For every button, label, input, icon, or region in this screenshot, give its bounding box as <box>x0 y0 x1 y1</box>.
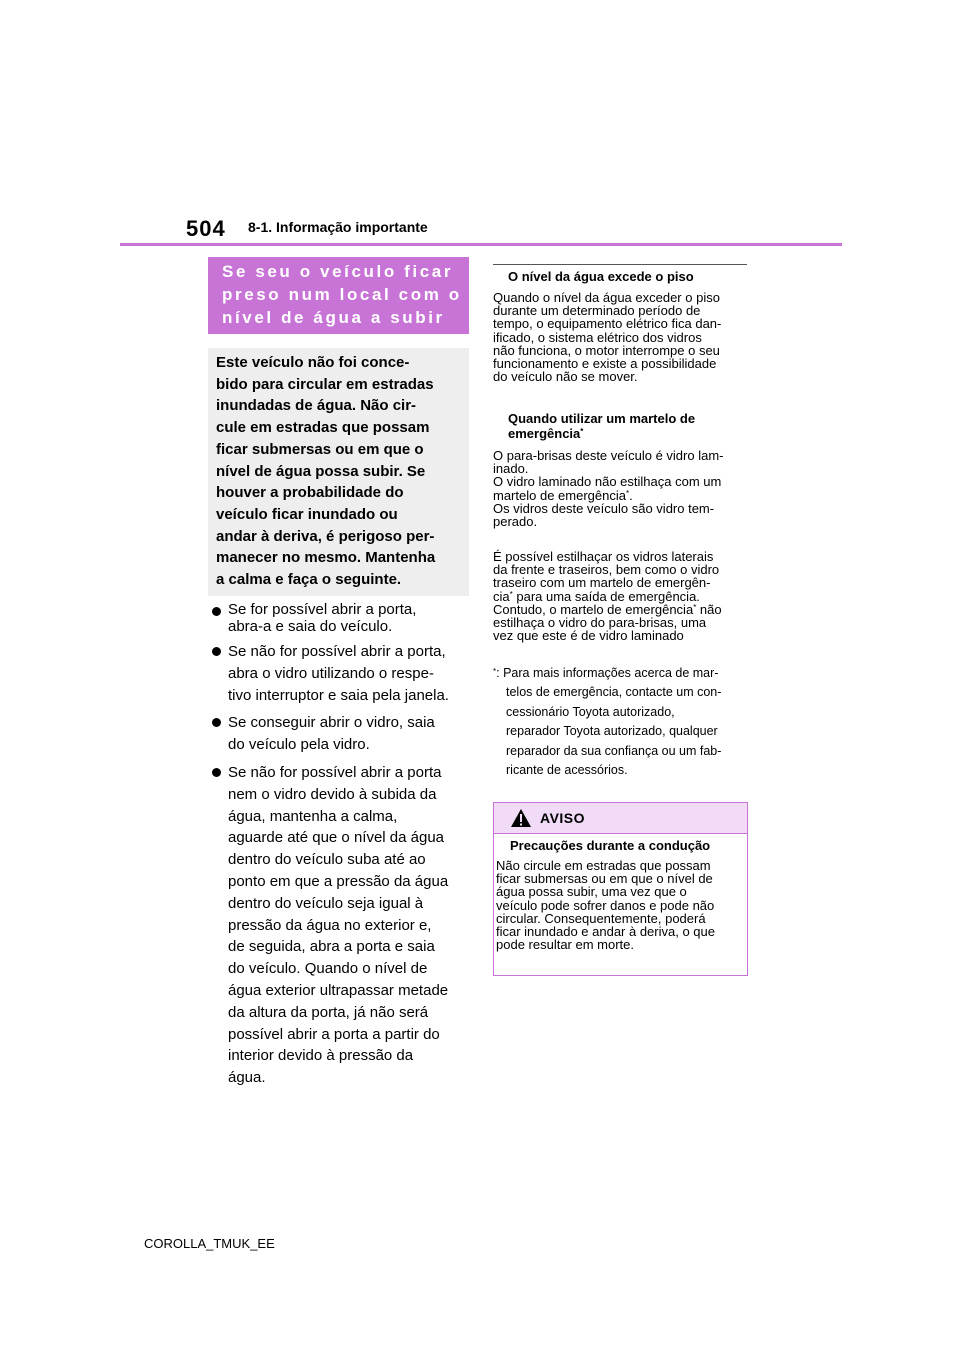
warning-line: água possa subir, uma vez que o <box>496 884 687 900</box>
side-window-paragraph <box>493 550 722 642</box>
paragraph-line: ificado, o sistema elétrico dos vidros <box>493 329 702 345</box>
hammer-heading <box>508 411 695 441</box>
bullet-icon <box>212 607 221 616</box>
column-divider <box>493 264 747 265</box>
list-item-line: abra-a e saia do veículo. <box>228 618 393 635</box>
page-number: 504 <box>186 216 226 241</box>
notice-line: nível de água possa subir. Se <box>216 462 426 480</box>
list-item-line: do veículo pela vidro. <box>228 736 370 754</box>
paragraph-line: funcionamento e existe a possibilidade <box>493 356 717 372</box>
warning-line: ficar inundado e andar à deriva, o que <box>496 924 715 940</box>
paragraph-line: durante um determinado período de <box>493 303 701 319</box>
list-item <box>210 641 472 706</box>
list-item <box>210 762 472 1089</box>
topic-title-line: nível de água a subir <box>222 308 445 327</box>
section-title: 8-1. Informação importante <box>248 219 428 235</box>
notice-line: houver a probabilidade do <box>216 484 404 502</box>
warning-line: ficar submersas ou em que o nível de <box>496 871 713 887</box>
notice-line: inundadas de água. Não cir- <box>216 397 417 415</box>
paragraph-line: vez que este é de vidro laminado <box>493 628 684 644</box>
list-item-line: Se não for possível abrir a porta <box>228 763 442 781</box>
topic-title-line: Se seu o veículo ficar <box>222 262 454 281</box>
warning-subtitle: Precauções durante a condução <box>510 838 711 853</box>
paragraph-line: para uma saída de emergência. <box>512 588 700 604</box>
warning-line: pode resultar em morte. <box>496 937 635 953</box>
heading-line: emergência <box>508 426 581 441</box>
footnote-line: reparador Toyota autorizado, qualquer <box>506 724 718 739</box>
paragraph-line: da frente e traseiros, bem como o vidro <box>493 562 720 578</box>
warning-triangle-icon <box>510 808 532 828</box>
list-item-line: ponto em que a pressão da água <box>228 872 449 890</box>
warning-divider <box>494 833 747 834</box>
list-item-line: de seguida, abra a porta e saia <box>228 938 435 956</box>
paragraph-line: do veículo não se mover. <box>493 369 638 385</box>
asterisk-mark: * <box>493 667 497 676</box>
topic-title-line: preso num local com o <box>222 285 462 304</box>
list-item-line: água exterior ultrapassar metade <box>228 981 449 999</box>
list-item-line: Se não for possível abrir a porta, <box>228 643 446 660</box>
paragraph-line: Quando o nível da água exceder o piso <box>493 290 720 305</box>
water-level-heading: O nível da água excede o piso <box>508 269 694 284</box>
laminated-glass-paragraph <box>493 449 723 528</box>
warning-title: AVISO <box>540 810 586 826</box>
asterisk-mark: * <box>580 427 584 436</box>
bullet-icon <box>212 718 221 727</box>
list-item-line: interior devido à pressão da <box>228 1047 414 1065</box>
footnote-line: reparador da sua confiança ou um fab- <box>506 743 722 758</box>
list-item-line: possível abrir a porta a partir do <box>228 1025 440 1043</box>
list-item-line: nem o vidro devido à subida da <box>228 785 437 803</box>
notice-line: ficar submersas ou em que o <box>216 440 424 458</box>
notice-line: bido para circular em estradas <box>216 375 434 393</box>
notice-line: a calma e faça o seguinte. <box>216 571 402 589</box>
paragraph-line: Os vidros deste veículo são vidro tem- <box>493 500 715 516</box>
paragraph-line: estilhaça o vidro do para-brisas, uma <box>493 615 707 631</box>
list-item <box>210 601 472 635</box>
footnote-line: Para mais informações acerca de mar- <box>503 666 719 680</box>
warning-header <box>494 803 747 833</box>
paragraph-line: martelo de emergência <box>493 487 626 503</box>
asterisk-mark: * <box>509 589 513 599</box>
warning-box <box>493 802 748 976</box>
paragraph-line: inado. <box>493 461 529 477</box>
list-item-line: Se conseguir abrir o vidro, saia <box>228 714 435 732</box>
paragraph-line: É possível estilhaçar os vidros laterais <box>493 549 714 564</box>
asterisk-mark: * <box>625 488 630 498</box>
notice-line: veículo ficar inundado ou <box>216 505 398 523</box>
notice-box <box>208 348 469 596</box>
paragraph-line-end: . <box>629 487 633 503</box>
list-item-line: aguarde até que o nível da água <box>228 829 445 847</box>
list-item-line: dentro do veículo suba até ao <box>228 851 426 869</box>
paragraph-line: Contudo, o martelo de emergência <box>493 601 694 617</box>
list-item-line: tivo interruptor e saia pela janela. <box>228 686 449 704</box>
list-item-line: água. <box>228 1069 266 1087</box>
warning-text <box>496 859 715 951</box>
footnote-line: ricante de acessórios. <box>506 763 628 778</box>
paragraph-line: não funciona, o motor interrompe o seu <box>493 342 720 358</box>
footnote-marker: : <box>496 666 500 680</box>
footnote <box>493 664 721 780</box>
paragraph-line: traseiro com um martelo de emergên- <box>493 575 711 591</box>
list-item-line: dentro do veículo seja igual à <box>228 894 424 912</box>
list-item-line: abra o vidro utilizando o respe- <box>228 664 434 682</box>
instruction-list <box>210 601 472 1095</box>
model-code: COROLLA_TMUK_EE <box>144 1236 275 1251</box>
list-item-line: pressão da água no exterior e, <box>228 916 432 934</box>
footnote-line: telos de emergência, contacte um con- <box>506 685 722 700</box>
paragraph-line: O vidro laminado não estilhaça com um <box>493 474 722 490</box>
heading-line: Quando utilizar um martelo de <box>508 411 696 426</box>
notice-line: manecer no mesmo. Mantenha <box>216 549 436 567</box>
paragraph-line: não <box>696 601 722 617</box>
list-item-line: água, mantenha a calma, <box>228 807 398 825</box>
warning-line: circular. Consequentemente, poderá <box>496 910 706 926</box>
water-level-paragraph <box>493 291 721 383</box>
paragraph-line: cia <box>493 588 510 604</box>
bullet-icon <box>212 647 221 656</box>
paragraph-line: tempo, o equipamento elétrico fica dan- <box>493 316 722 332</box>
list-item <box>210 712 472 756</box>
list-item-line: da altura da porta, já não será <box>228 1003 429 1021</box>
header-divider <box>120 243 842 246</box>
notice-line: andar à deriva, é perigoso per- <box>216 527 435 545</box>
notice-line: Este veículo não foi conce- <box>216 354 410 371</box>
bullet-icon <box>212 768 221 777</box>
warning-line: Não circule em estradas que possam <box>496 858 711 873</box>
list-item-line: Se for possível abrir a porta, <box>228 601 417 618</box>
paragraph-line: O para-brisas deste veículo é vidro lam- <box>493 448 724 463</box>
topic-title-box <box>208 257 469 334</box>
warning-line: veículo pode sofrer danos e pode não <box>496 897 715 913</box>
footnote-line: cessionário Toyota autorizado, <box>506 704 675 719</box>
notice-line: cule em estradas que possam <box>216 419 430 437</box>
paragraph-line: perado. <box>493 514 538 530</box>
list-item-line: do veículo. Quando o nível de <box>228 960 428 978</box>
asterisk-mark: * <box>693 602 697 612</box>
